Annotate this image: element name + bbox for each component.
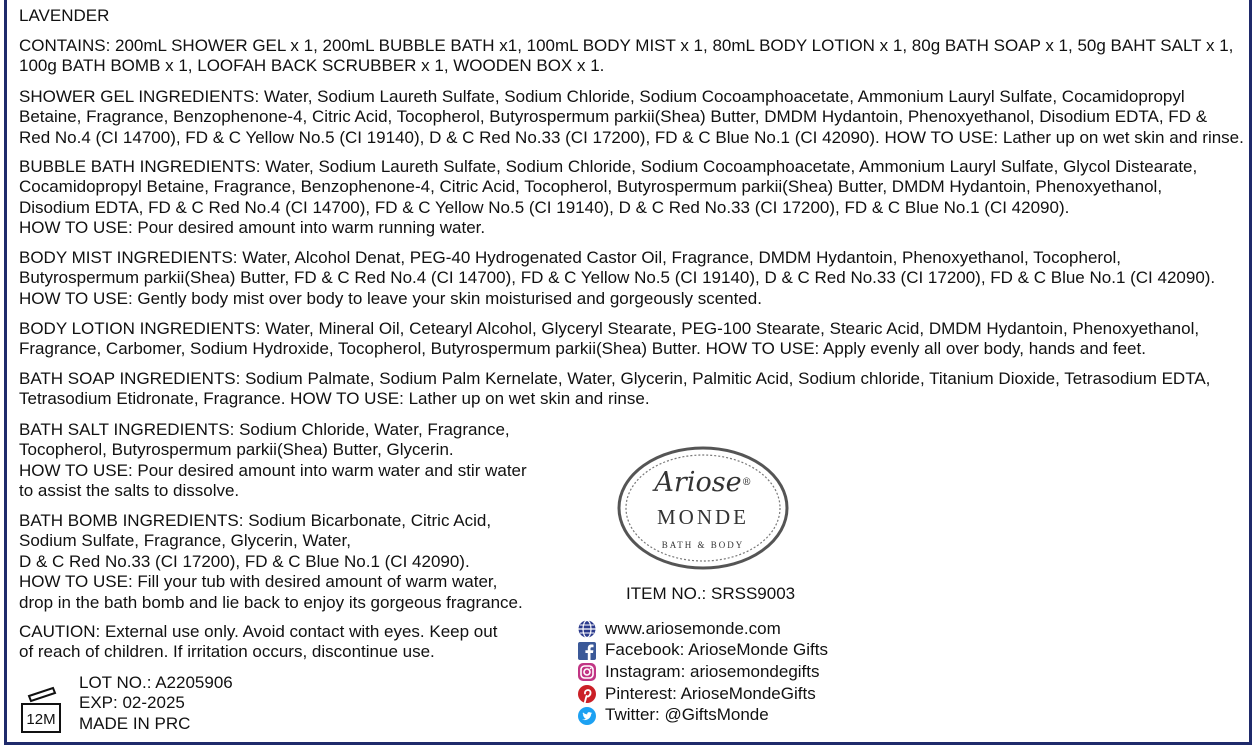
registered-mark: ®: [741, 477, 752, 488]
shower-gel-section: SHOWER GEL INGREDIENTS: Water, Sodium Laureth Sulfate, Sodium Chloride, Sodium Cocoamphoacetate, Ammonium Lauryl Sulfate, Cocamidopropyl Betaine, Fragrance, Benzophenone-4, Citric Acid, Tocopherol, Butyrospermum parkii(Shea) Butter, DMDM Hydantoin, Phenoxyethanol, Disodium EDTA, FD & Red No.4 (CI 14700), FD & C Yellow No.5 (CI 19140), D & C Red No.33 (CI 17200), FD & C Blue No.1 (CI 42090). HOW TO USE: Lather up on wet skin and rinse.: [19, 87, 1244, 147]
lot-expiry-origin: LOT NO.: A2205906 EXP: 02-2025 MADE IN PRC: [79, 673, 233, 733]
contents-list: CONTAINS: 200mL SHOWER GEL x 1, 200mL BUBBLE BATH x1, 100mL BODY MIST x 1, 80mL BODY LOTION x 1, 80g BATH SOAP x 1, 50g BAHT SALT x 1, 100g BATH BOMB x 1, LOOFAH BACK SCRUBBER x 1, WOODEN BOX x 1.: [19, 36, 1234, 76]
pinterest-link[interactable]: Pinterest: ArioseMondeGifts: [605, 683, 816, 703]
pao-label: 12M: [26, 711, 56, 728]
twitter-link[interactable]: Twitter: @GiftsMonde: [605, 705, 769, 725]
globe-icon: [577, 619, 597, 639]
facebook-link[interactable]: Facebook: ArioseMonde Gifts: [605, 640, 829, 660]
website-link[interactable]: www.ariosemonde.com: [605, 618, 781, 638]
website-row[interactable]: [577, 618, 828, 640]
social-links: [577, 618, 828, 726]
instagram-row[interactable]: [577, 661, 828, 683]
brand-name: MONDE: [657, 505, 749, 529]
caution-notice: CAUTION: External use only. Avoid contact with eyes. Keep out of reach of children. If irritation occurs, discontinue use.: [19, 622, 498, 662]
instagram-icon: [577, 662, 597, 682]
body-lotion-section: BODY LOTION INGREDIENTS: Water, Mineral Oil, Cetearyl Alcohol, Glyceryl Stearate, PEG-100 Stearate, Stearic Acid, DMDM Hydantoin, Phenoxyethanol, Fragrance, Carbomer, Sodium Hydroxide, Tocopherol, Butyrospermum parkii(Shea) Butter. HOW TO USE: Apply evenly all over body, hands and feet.: [19, 319, 1200, 359]
body-mist-section: BODY MIST INGREDIENTS: Water, Alcohol Denat, PEG-40 Hydrogenated Castor Oil, Fragrance, DMDM Hydantoin, Phenoxyethanol, Tocopherol, Butyrospermum parkii(Shea) Butter, FD & C Red No.4 (CI 14700), FD & C Yellow No.5 (CI 19140), D & C Red No.33 (CI 17200), FD & C Blue No.1 (CI 42090). HOW TO USE: Gently body mist over body to leave your skin moisturised and gorgeously scented.: [19, 248, 1216, 308]
twitter-row[interactable]: [577, 705, 828, 727]
bubble-bath-section: BUBBLE BATH INGREDIENTS: Water, Sodium Laureth Sulfate, Sodium Chloride, Sodium Cocoamphoacetate, Ammonium Lauryl Sulfate, Glycol Distearate, Cocamidopropyl Betaine, Fragrance, Benzophenone-4, Citric Acid, Tocopherol, Butyrospermum parkii(Shea) Butter, DMDM Hydantoin, Phenoxyethanol, Disodium EDTA, FD & C Red No.4 (CI 14700), FD & C Yellow No.5 (CI 19140), D & C Red No.33 (CI 17200), FD & C Blue No.1 (CI 42090). HOW TO USE: Pour desired amount into warm running water.: [19, 157, 1198, 238]
period-after-opening-icon: [19, 682, 69, 734]
brand-script: Ariose: [654, 467, 742, 498]
pinterest-row[interactable]: [577, 683, 828, 705]
product-title: LAVENDER: [19, 6, 110, 25]
bath-salt-section: BATH SALT INGREDIENTS: Sodium Chloride, Water, Fragrance, Tocopherol, Butyrospermum parkii(Shea) Butter, Glycerin. HOW TO USE: Pour desired amount into warm water and stir water to assist the salts to dissolve.: [19, 420, 527, 501]
facebook-icon: [577, 641, 597, 661]
twitter-icon: [577, 706, 597, 726]
pinterest-icon: [577, 684, 597, 704]
brand-logo: [616, 445, 790, 571]
instagram-link[interactable]: Instagram: ariosemondegifts: [605, 662, 820, 682]
item-number: ITEM NO.: SRSS9003: [626, 584, 796, 603]
bath-bomb-section: BATH BOMB INGREDIENTS: Sodium Bicarbonate, Citric Acid, Sodium Sulfate, Fragrance, Glycerin, Water, D & C Red No.33 (CI 17200), FD & C Blue No.1 (CI 42090). HOW TO USE: Fill your tub with desired amount of warm water, drop in the bath bomb and lie back to enjoy its gorgeous fragrance.: [19, 511, 523, 612]
bath-soap-section: BATH SOAP INGREDIENTS: Sodium Palmate, Sodium Palm Kernelate, Water, Glycerin, Palmitic Acid, Sodium chloride, Titanium Dioxide, Tetrasodium EDTA, Tetrasodium Etidronate, Fragrance. HOW TO USE: Lather up on wet skin and rinse.: [19, 369, 1211, 409]
facebook-row[interactable]: [577, 640, 828, 662]
brand-tagline: BATH & BODY: [661, 540, 745, 550]
